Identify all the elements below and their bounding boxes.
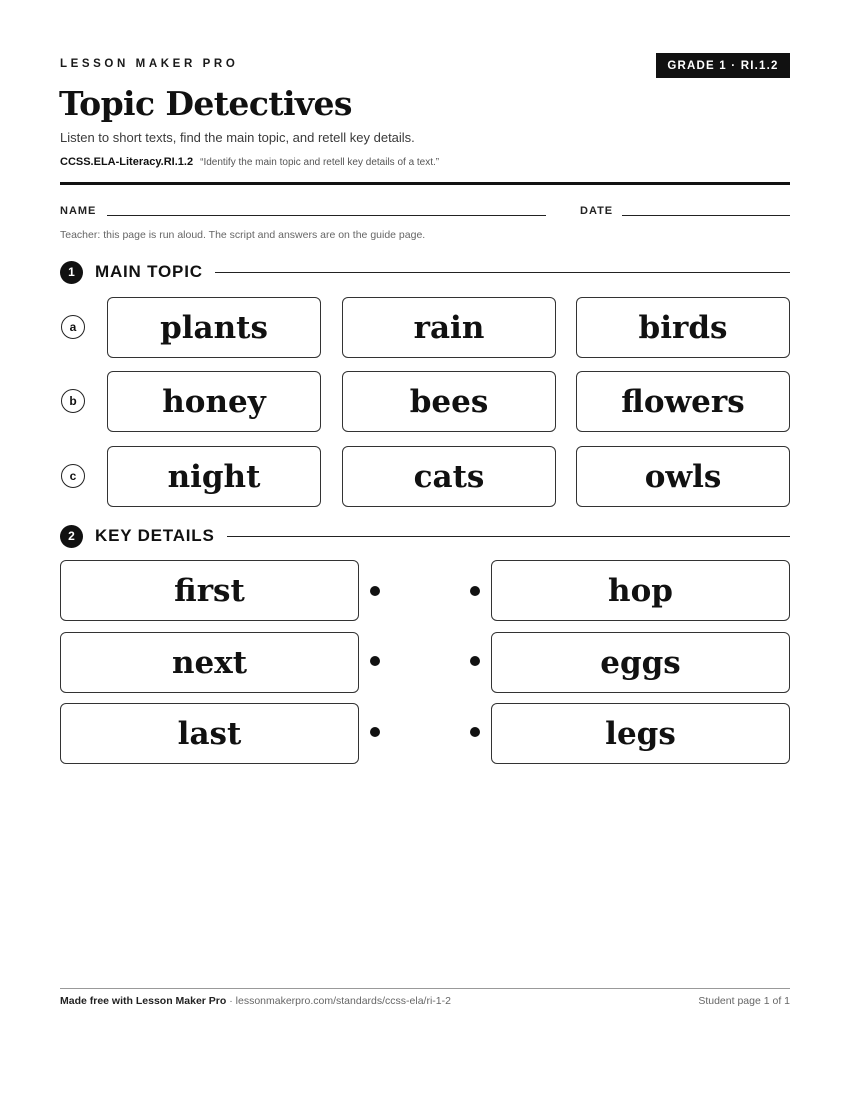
section-rule bbox=[227, 536, 790, 537]
name-label: NAME bbox=[60, 205, 97, 217]
footer-made-with: Made free with Lesson Maker Pro bbox=[60, 995, 227, 1007]
topic-option[interactable]: flowers bbox=[576, 371, 790, 432]
topic-option[interactable]: plants bbox=[107, 297, 321, 358]
standard-code: CCSS.ELA-Literacy.RI.1.2 bbox=[60, 156, 194, 168]
footer-url: · lessonmakerpro.com/standards/ccss-ela/ri-1-2 bbox=[226, 995, 451, 1007]
standard-reference bbox=[60, 156, 439, 168]
match-left-item[interactable]: first bbox=[60, 560, 359, 621]
topic-option[interactable]: rain bbox=[342, 297, 556, 358]
section-number-badge: 2 bbox=[60, 525, 83, 548]
match-left-item[interactable]: last bbox=[60, 703, 359, 764]
page-title: Topic Detectives bbox=[59, 84, 352, 123]
match-right-item[interactable]: eggs bbox=[491, 632, 790, 693]
match-dot-left[interactable] bbox=[370, 586, 380, 596]
page-subtitle: Listen to short texts, find the main topic, and retell key details. bbox=[60, 130, 415, 145]
match-right-item[interactable]: legs bbox=[491, 703, 790, 764]
topic-option[interactable]: birds bbox=[576, 297, 790, 358]
teacher-note: Teacher: this page is run aloud. The script and answers are on the guide page. bbox=[60, 229, 426, 241]
topic-option[interactable]: bees bbox=[342, 371, 556, 432]
match-dot-left[interactable] bbox=[370, 656, 380, 666]
topic-option[interactable]: night bbox=[107, 446, 321, 507]
section-title: MAIN TOPIC bbox=[95, 262, 203, 281]
date-field[interactable] bbox=[622, 215, 790, 216]
match-dot-right[interactable] bbox=[470, 727, 480, 737]
footer-divider bbox=[60, 988, 790, 989]
standard-quote: “Identify the main topic and retell key details of a text.” bbox=[200, 157, 440, 168]
header-divider bbox=[60, 182, 790, 185]
row-letter-c: c bbox=[61, 464, 85, 488]
match-dot-right[interactable] bbox=[470, 586, 480, 596]
footer-credit bbox=[60, 995, 451, 1007]
row-letter-b: b bbox=[61, 389, 85, 413]
section-main-topic-header bbox=[60, 260, 790, 284]
footer-page-number: Student page 1 of 1 bbox=[698, 995, 790, 1007]
topic-option[interactable]: owls bbox=[576, 446, 790, 507]
topic-option[interactable]: honey bbox=[107, 371, 321, 432]
match-dot-right[interactable] bbox=[470, 656, 480, 666]
grade-badge: GRADE 1 · RI.1.2 bbox=[656, 53, 790, 78]
section-number-badge: 1 bbox=[60, 261, 83, 284]
section-rule bbox=[215, 272, 790, 273]
match-right-item[interactable]: hop bbox=[491, 560, 790, 621]
topic-option[interactable]: cats bbox=[342, 446, 556, 507]
date-label: DATE bbox=[580, 205, 614, 217]
brand-name: LESSON MAKER PRO bbox=[60, 58, 239, 70]
match-left-item[interactable]: next bbox=[60, 632, 359, 693]
section-title: KEY DETAILS bbox=[95, 526, 215, 545]
match-dot-left[interactable] bbox=[370, 727, 380, 737]
row-letter-a: a bbox=[61, 315, 85, 339]
name-field[interactable] bbox=[107, 215, 546, 216]
section-key-details-header bbox=[60, 524, 790, 548]
